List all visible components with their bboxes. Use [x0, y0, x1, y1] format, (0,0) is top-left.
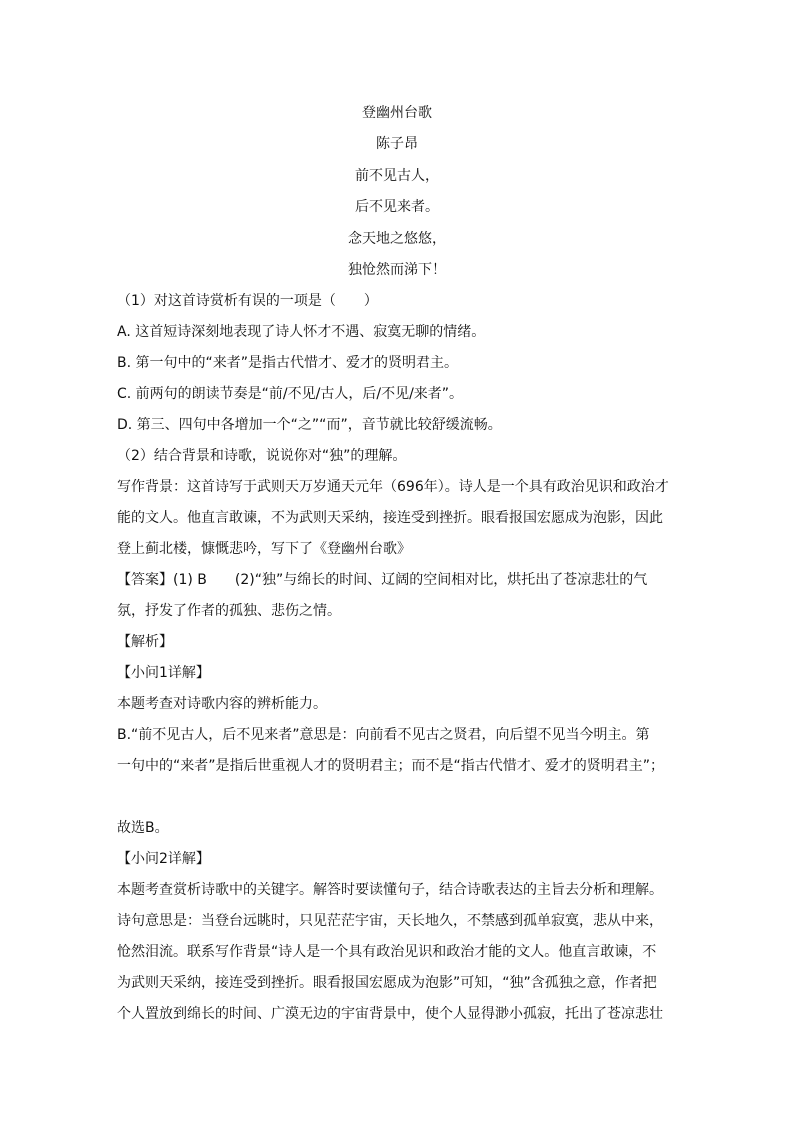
analysis-text: 本题考查赏析诗歌中的关键字。解答时要读懂句子，结合诗歌表达的主旨去分析和理解。: [117, 882, 663, 898]
sub-question-2-heading: 【小问2详解】: [117, 851, 210, 867]
poem-title: 登幽州台歌: [362, 105, 432, 121]
blank-line: [117, 784, 687, 815]
question-1-stem: （1）对这首诗赏析有误的一项是（ ）: [117, 293, 378, 309]
option-a: A. 这首短诗深刻地表现了诗人怀才不遇、寂寞无聊的情绪。: [117, 324, 486, 340]
background-text: 写作背景：这首诗写于武则天万岁通天元年（696年）。诗人是一个具有政治见识和政治才: [117, 479, 669, 495]
option-d: D. 第三、四句中各增加一个“之”“而”，音节就比较舒缓流畅。: [117, 417, 502, 433]
analysis-text: 个人置放到绵长的时间、广漠无边的宇宙背景中，使个人显得渺小孤寂，托出了苍凉悲壮: [117, 1006, 663, 1022]
analysis-text: 故选B。: [117, 820, 169, 836]
analysis-text: 诗句意思是：当登台远眺时，只见茫茫宇宙，天长地久，不禁感到孤单寂寞，悲从中来，: [117, 913, 663, 929]
analysis-text: 一句中的“来者”是指后世重视人才的贤明君主；而不是“指古代惜才、爱才的贤明君主”；: [117, 758, 665, 774]
analysis-text: 本题考查对诗歌内容的辨析能力。: [117, 696, 327, 712]
question-content: [117, 288, 687, 1032]
sub-question-1-heading: 【小问1详解】: [117, 665, 210, 681]
poem-line: 后不见来者。: [355, 199, 439, 216]
option-b: B. 第一句中的“来者”是指古代惜才、爱才的贤明君主。: [117, 355, 459, 371]
analysis-text: 怆然泪流。联系写作背景“诗人是一个具有政治见识和政治才能的文人。他直言敢谏，不: [117, 944, 657, 960]
option-c: C. 前两句的朗读节奏是“前/不见/古人，后/不见/来者”。: [117, 386, 464, 402]
analysis-text: B.“前不见古人，后不见来者”意思是：向前看不见古之贤君，向后望不见当今明主。第: [117, 727, 650, 743]
question-2-stem: （2）结合背景和诗歌，说说你对“独”的理解。: [117, 448, 407, 464]
poem-line: 前不见古人，: [355, 167, 439, 184]
analysis-heading: 【解析】: [117, 634, 173, 650]
poem-line: 念天地之悠悠，: [348, 230, 446, 247]
background-text: 能的文人。他直言敢谏，不为武则天采纳，接连受到挫折。眼看报国宏愿成为泡影，因此: [117, 510, 663, 526]
poem-author: 陈子昂: [376, 136, 418, 153]
answer-text: 氛，抒发了作者的孤独、悲伤之情。: [117, 603, 341, 619]
answer-text: 【答案】(1) B (2)“独”与绵长的时间、辽阔的空间相对比，烘托出了苍凉悲壮的气: [117, 572, 648, 588]
poem-line: 独怆然而涕下！: [348, 261, 446, 278]
poem-block: [0, 100, 794, 288]
analysis-text: 为武则天采纳，接连受到挫折。眼看报国宏愿成为泡影”可知，“独”含孤独之意，作者把: [117, 975, 657, 991]
background-text: 登上蓟北楼，慷慨悲吟，写下了《登幽州台歌》: [117, 541, 411, 557]
